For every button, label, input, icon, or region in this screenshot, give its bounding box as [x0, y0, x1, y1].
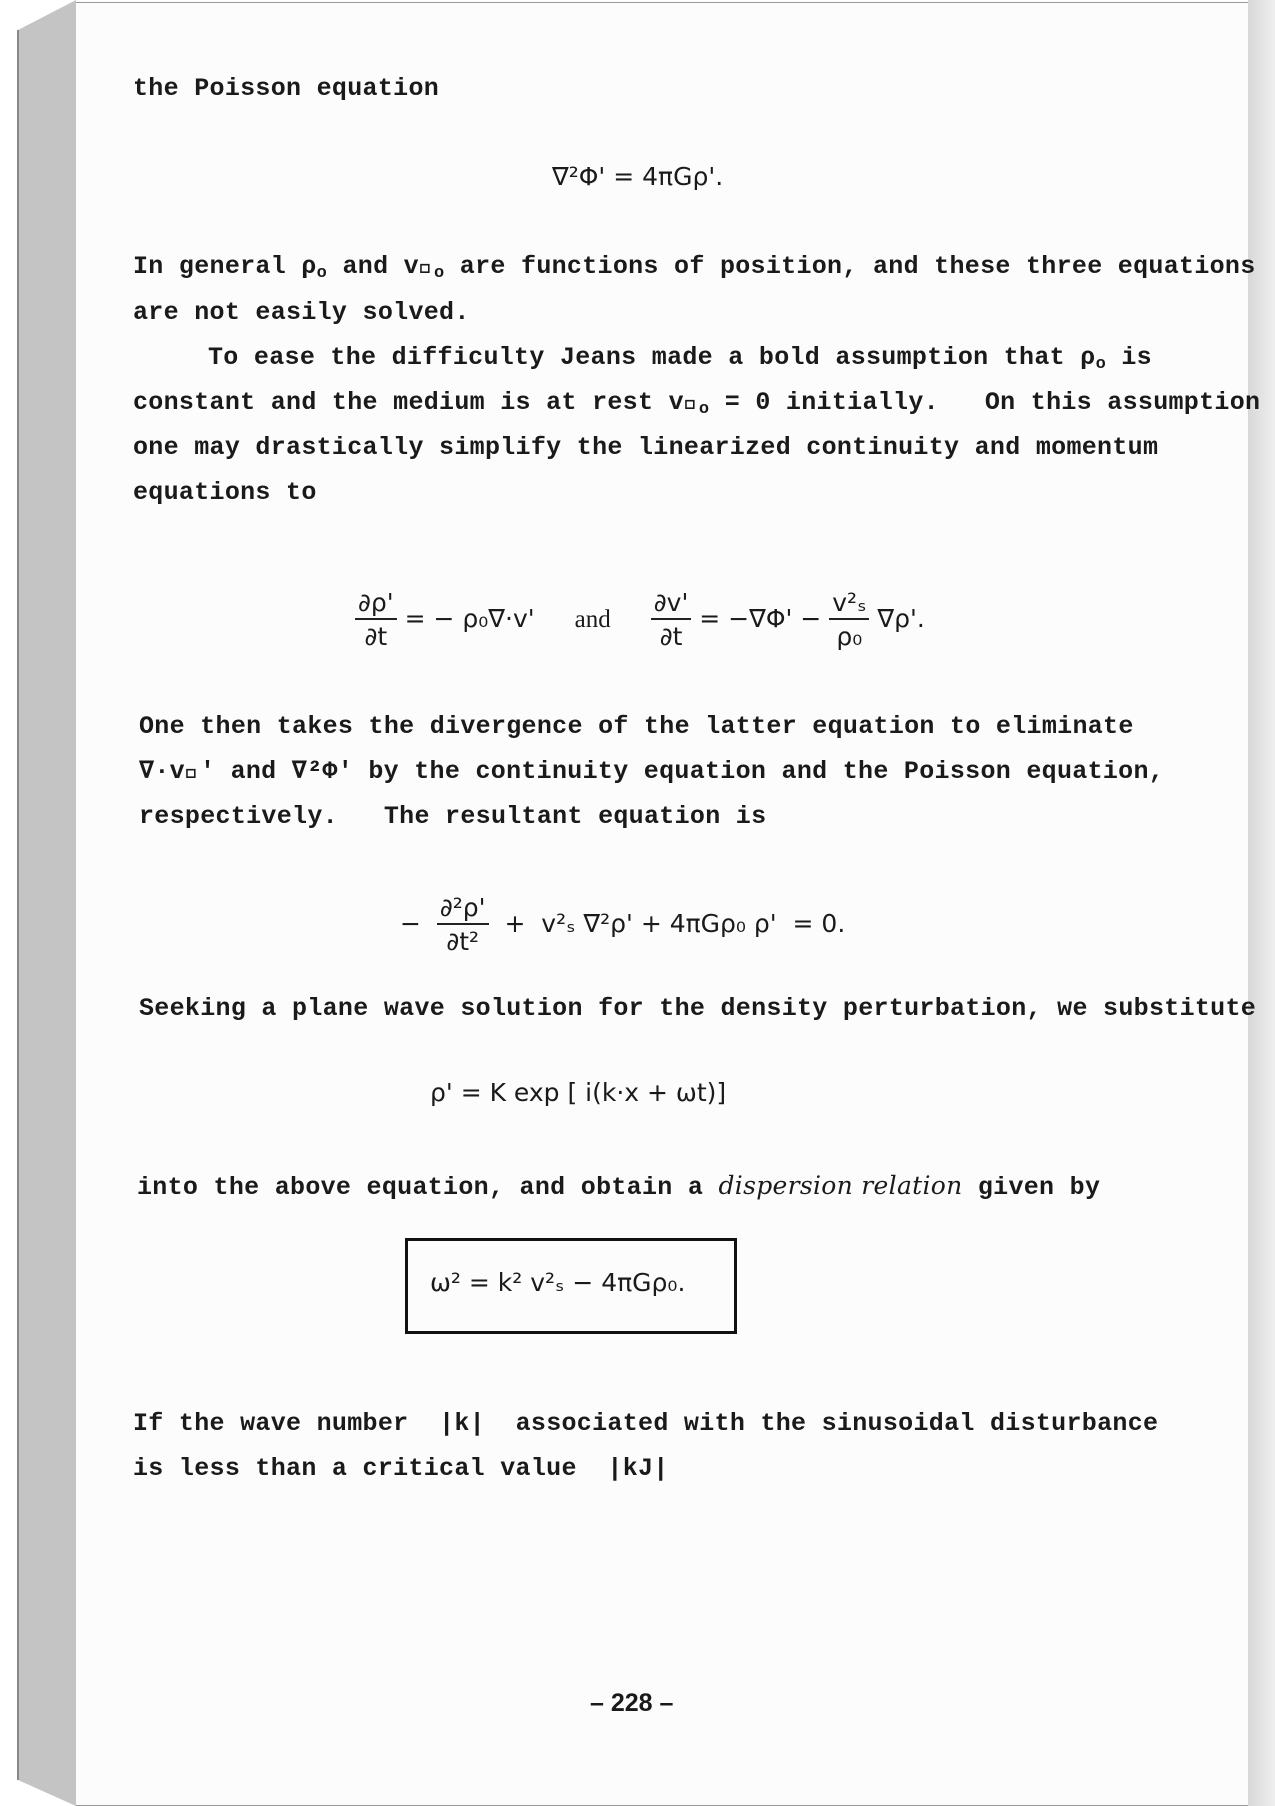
emphasis: dispersion relation	[718, 1171, 963, 1200]
text-line: one may drastically simplify the linearized continuity and momentum	[133, 433, 1159, 462]
text-line: respectively. The resultant equation is	[139, 802, 767, 831]
text: and	[327, 252, 404, 281]
critical-wave-number: |kJ|	[607, 1454, 669, 1483]
text-line	[208, 343, 1152, 373]
page-number: – 228 –	[590, 1689, 674, 1717]
text-line	[133, 252, 1256, 282]
text-line: is less than a critical value |kJ|	[133, 1454, 669, 1483]
fraction: $\frac{\partial\rho'}{\partial t}$	[355, 588, 397, 652]
book-left-edge	[0, 0, 76, 1806]
text: In general	[133, 252, 302, 281]
text-line: the Poisson equation	[133, 74, 440, 103]
vector-v: $v⃗_o$	[668, 388, 710, 419]
text-line: are not easily solved.	[133, 298, 470, 327]
fraction: $\frac{\text{v²ₛ}}{\text{ρ₀}}$	[829, 588, 869, 652]
text-line: ∇·v⃗' and ∇²Φ' by the continuity equation and the Poisson equation,	[139, 757, 1165, 786]
rho-o: $\rho_o$	[1080, 343, 1107, 374]
div-v: ∇·v⃗'	[139, 757, 216, 786]
equation-wave: − $\frac{\text{∂²ρ'}}{\text{∂t²}}$ + v²ₛ ∇²ρ' + 4πGρ₀ ρ' = 0.	[400, 893, 846, 956]
text-line: equations to	[133, 478, 317, 507]
text: is	[1106, 343, 1152, 372]
text-line: One then takes the divergence of the latter equation to eliminate	[139, 712, 1134, 741]
fraction: $\frac{\text{∂²ρ'}}{\text{∂t²}}$	[437, 893, 489, 957]
equation-poisson: ∇²Φ' = 4πGρ'.	[552, 162, 724, 191]
rho-o: $\rho_o$	[301, 252, 328, 283]
equation-dispersion: ω² = k² v²ₛ − 4πGρ₀.	[430, 1268, 686, 1297]
vector-v: $v⃗_o$	[403, 252, 445, 283]
equation-plane-wave: ρ' = K exp [ i(k·x + ωt)]	[430, 1078, 727, 1107]
wave-number-abs: |k|	[439, 1409, 485, 1438]
text: are functions of position, and these three equations	[444, 252, 1256, 281]
equation-linearized: $\frac{\partial\rho'}{\partial t}$ = − ρ₀∇·v' and $\frac{\partial v'}{\partial t}$ = −∇Φ' − $\frac{\text{v²ₛ}}{\text{ρ₀}}$ ∇ρ'.	[355, 588, 925, 652]
book-spine-line	[17, 30, 19, 1780]
text: constant and the medium is at rest	[133, 388, 669, 417]
text-line: Seeking a plane wave solution for the density perturbation, we substitute	[139, 994, 1257, 1023]
text: = 0 initially. On this assumption	[709, 388, 1261, 417]
text-line: If the wave number |k| associated with the sinusoidal disturbance	[133, 1409, 1159, 1438]
text-line	[133, 388, 1260, 418]
laplacian-phi: ∇²Φ'	[291, 757, 354, 786]
text: To ease the difficulty Jeans made a bold assumption that	[208, 343, 1081, 372]
text-line: into the above equation, and obtain a dispersion relation given by	[137, 1171, 1101, 1202]
fraction: $\frac{\partial v'}{\partial t}$	[651, 588, 692, 652]
